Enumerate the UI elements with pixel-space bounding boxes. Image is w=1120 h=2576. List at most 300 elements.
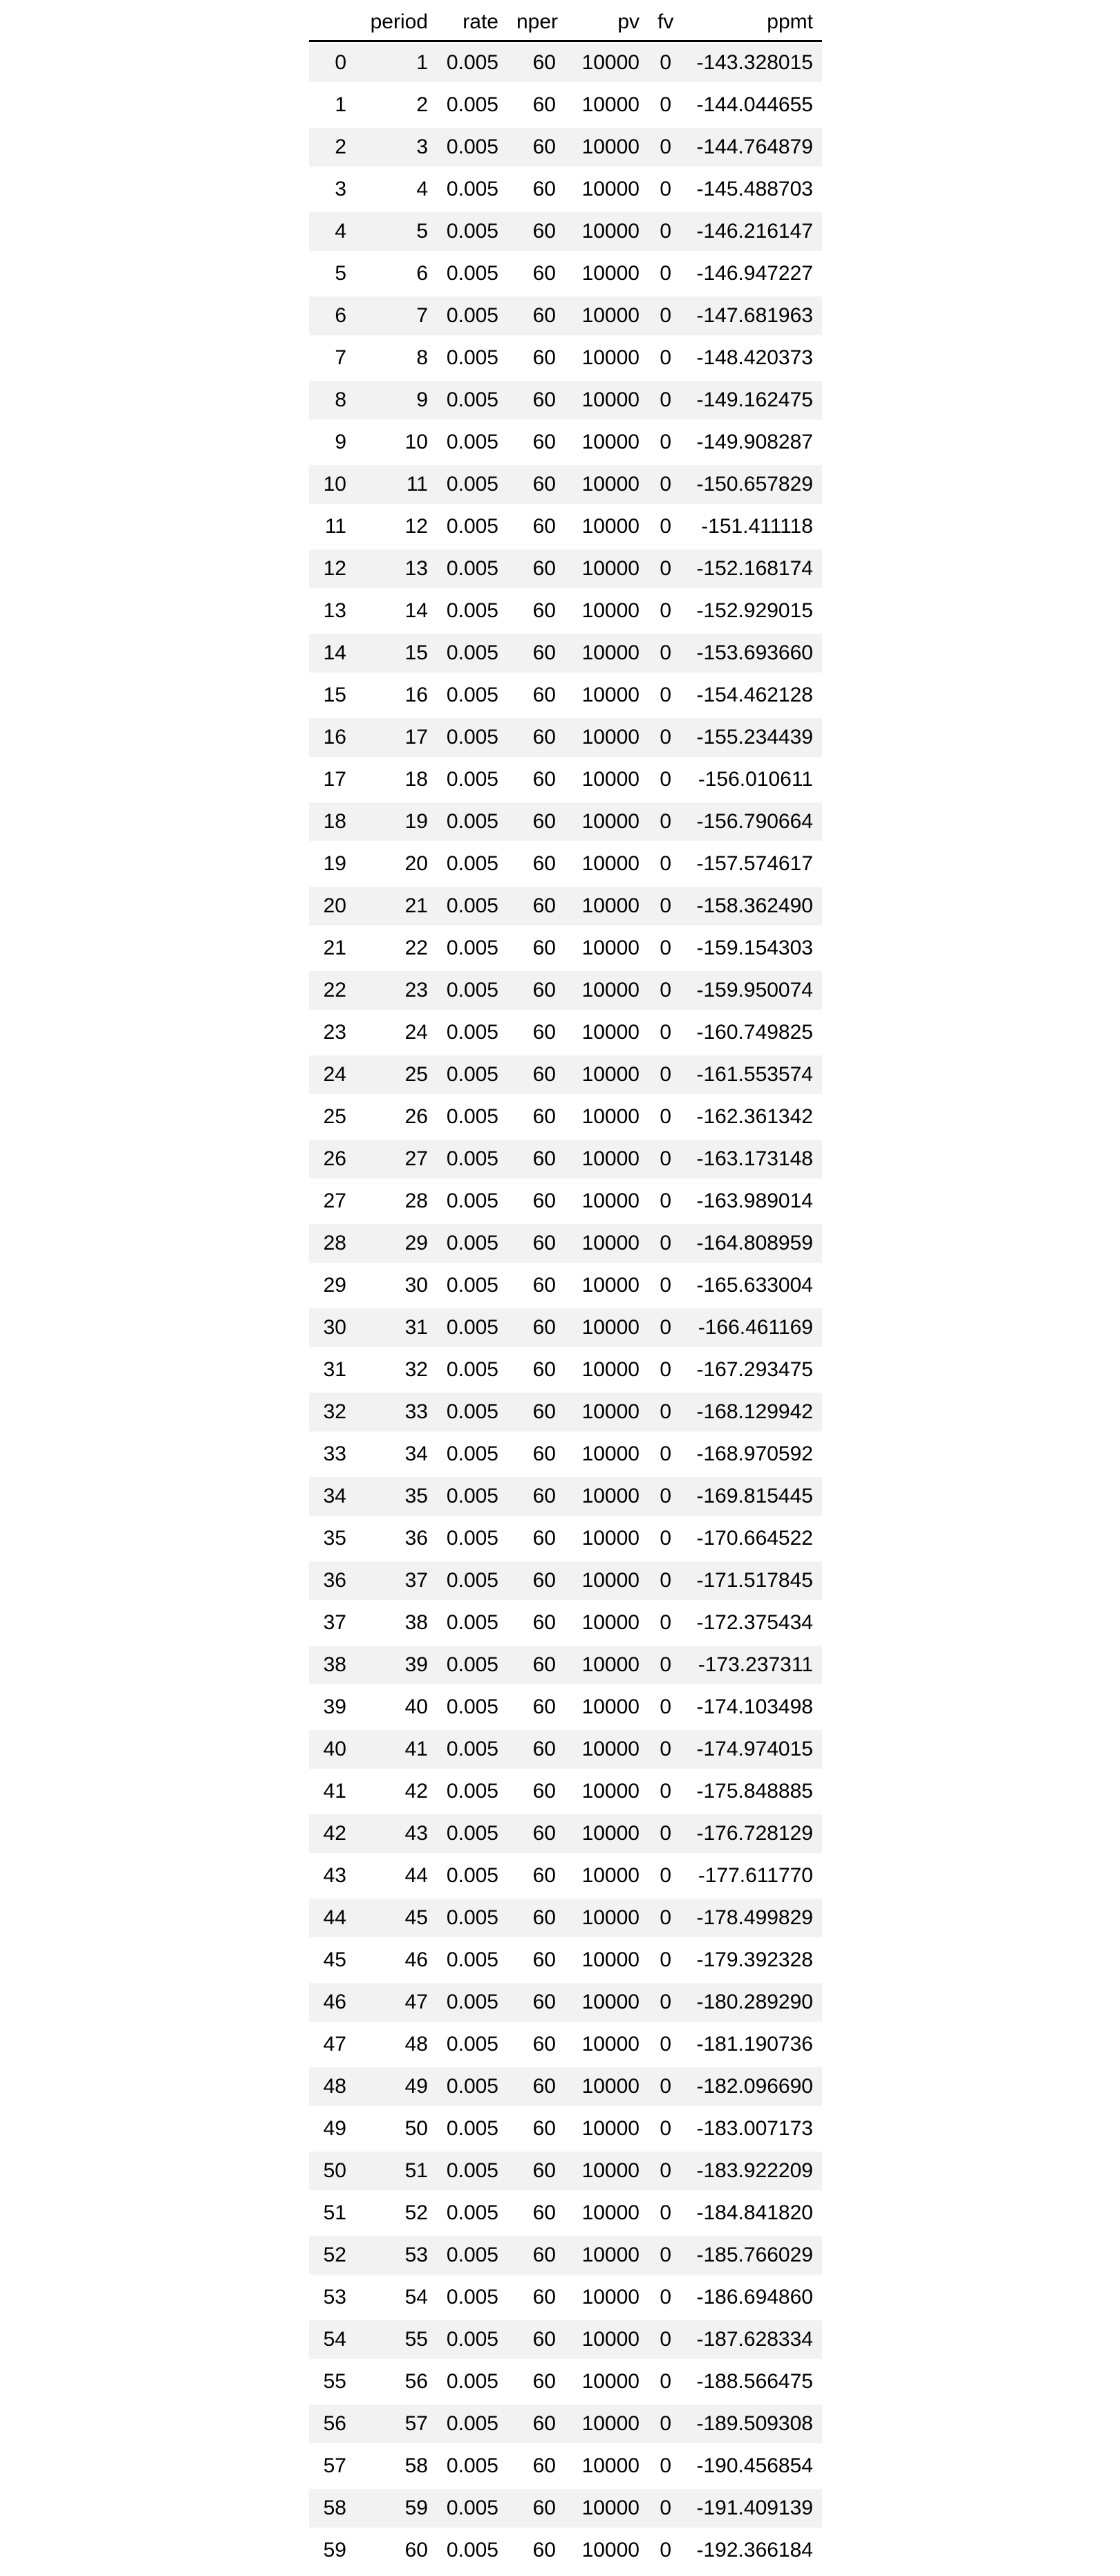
row-index-cell: 41 [309,1769,355,1811]
cell-period: 4 [355,167,437,209]
cell-period: 26 [355,1094,437,1136]
row-index-cell: 1 [309,82,355,124]
cell-nper: 60 [507,1178,565,1221]
cell-ppmt: -163.173148 [680,1136,822,1178]
cell-pv: 10000 [565,588,648,630]
cell-period: 46 [355,1937,437,1980]
cell-rate: 0.005 [437,1516,507,1558]
cell-fv: 0 [648,1600,680,1642]
row-index-cell: 31 [309,1347,355,1389]
row-index-cell: 2 [309,124,355,167]
cell-period: 18 [355,757,437,799]
cell-fv: 0 [648,2022,680,2064]
cell-ppmt: -173.237311 [680,1642,822,1684]
cell-period: 49 [355,2064,437,2106]
cell-fv: 0 [648,209,680,251]
cell-fv: 0 [648,968,680,1010]
table-row [309,2148,822,2190]
cell-pv: 10000 [565,2359,648,2401]
table-row [309,588,822,630]
cell-nper: 60 [507,883,565,925]
cell-period: 43 [355,1811,437,1853]
row-index-cell: 56 [309,2401,355,2443]
cell-rate: 0.005 [437,2064,507,2106]
cell-pv: 10000 [565,293,648,335]
column-header-ppmt: ppmt [680,1,822,42]
cell-period: 6 [355,251,437,293]
cell-pv: 10000 [565,1980,648,2022]
cell-fv: 0 [648,1558,680,1600]
cell-fv: 0 [648,2443,680,2485]
cell-period: 48 [355,2022,437,2064]
cell-rate: 0.005 [437,167,507,209]
cell-period: 22 [355,925,437,968]
cell-fv: 0 [648,2275,680,2317]
cell-rate: 0.005 [437,1136,507,1178]
cell-pv: 10000 [565,42,648,82]
cell-fv: 0 [648,335,680,377]
cell-fv: 0 [648,167,680,209]
cell-nper: 60 [507,2485,565,2528]
cell-pv: 10000 [565,1937,648,1980]
cell-rate: 0.005 [437,2022,507,2064]
cell-period: 40 [355,1684,437,1727]
cell-nper: 60 [507,1094,565,1136]
cell-rate: 0.005 [437,2485,507,2528]
table-row [309,2190,822,2232]
cell-period: 59 [355,2485,437,2528]
table-row [309,209,822,251]
cell-rate: 0.005 [437,1980,507,2022]
cell-ppmt: -148.420373 [680,335,822,377]
row-index-cell: 52 [309,2232,355,2275]
cell-rate: 0.005 [437,925,507,968]
table-row [309,2317,822,2359]
cell-period: 15 [355,630,437,673]
cell-pv: 10000 [565,1010,648,1052]
cell-fv: 0 [648,1684,680,1727]
cell-pv: 10000 [565,504,648,546]
cell-pv: 10000 [565,799,648,841]
cell-ppmt: -187.628334 [680,2317,822,2359]
cell-nper: 60 [507,251,565,293]
cell-nper: 60 [507,2443,565,2485]
cell-rate: 0.005 [437,757,507,799]
dataframe-table [309,1,822,2570]
cell-nper: 60 [507,462,565,504]
row-index-cell: 23 [309,1010,355,1052]
row-index-cell: 58 [309,2485,355,2528]
cell-period: 14 [355,588,437,630]
cell-rate: 0.005 [437,1474,507,1516]
table-row [309,504,822,546]
cell-fv: 0 [648,1980,680,2022]
cell-nper: 60 [507,293,565,335]
table-row [309,1094,822,1136]
row-index-cell: 11 [309,504,355,546]
cell-nper: 60 [507,673,565,715]
cell-nper: 60 [507,335,565,377]
cell-rate: 0.005 [437,124,507,167]
cell-period: 54 [355,2275,437,2317]
cell-rate: 0.005 [437,82,507,124]
cell-rate: 0.005 [437,1347,507,1389]
table-row [309,420,822,462]
cell-period: 11 [355,462,437,504]
cell-rate: 0.005 [437,673,507,715]
row-index-cell: 32 [309,1389,355,1431]
cell-nper: 60 [507,2317,565,2359]
cell-fv: 0 [648,1389,680,1431]
row-index-cell: 6 [309,293,355,335]
cell-pv: 10000 [565,968,648,1010]
table-row [309,1178,822,1221]
row-index-cell: 39 [309,1684,355,1727]
cell-fv: 0 [648,1052,680,1094]
cell-pv: 10000 [565,841,648,883]
cell-fv: 0 [648,124,680,167]
cell-nper: 60 [507,1558,565,1600]
table-row [309,1347,822,1389]
cell-ppmt: -185.766029 [680,2232,822,2275]
cell-period: 32 [355,1347,437,1389]
cell-pv: 10000 [565,2401,648,2443]
cell-ppmt: -176.728129 [680,1811,822,1853]
cell-fv: 0 [648,1347,680,1389]
cell-fv: 0 [648,1895,680,1937]
cell-period: 28 [355,1178,437,1221]
cell-period: 24 [355,1010,437,1052]
cell-period: 41 [355,1727,437,1769]
cell-ppmt: -170.664522 [680,1516,822,1558]
cell-nper: 60 [507,1052,565,1094]
table-row [309,1431,822,1474]
cell-nper: 60 [507,82,565,124]
cell-ppmt: -174.974015 [680,1727,822,1769]
table-row [309,1389,822,1431]
table-row [309,82,822,124]
cell-fv: 0 [648,1010,680,1052]
row-index-cell: 38 [309,1642,355,1684]
cell-pv: 10000 [565,1811,648,1853]
cell-nper: 60 [507,377,565,420]
cell-period: 37 [355,1558,437,1600]
cell-rate: 0.005 [437,715,507,757]
cell-period: 21 [355,883,437,925]
cell-ppmt: -159.154303 [680,925,822,968]
row-index-cell: 33 [309,1431,355,1474]
row-index-cell: 9 [309,420,355,462]
cell-nper: 60 [507,2106,565,2148]
column-header-rate: rate [437,1,507,42]
table-body [309,42,822,2570]
cell-ppmt: -153.693660 [680,630,822,673]
row-index-cell: 3 [309,167,355,209]
cell-ppmt: -143.328015 [680,42,822,82]
cell-rate: 0.005 [437,588,507,630]
table-row [309,335,822,377]
cell-pv: 10000 [565,925,648,968]
table-row [309,251,822,293]
cell-fv: 0 [648,1094,680,1136]
cell-rate: 0.005 [437,1811,507,1853]
cell-period: 16 [355,673,437,715]
dataframe-output [309,1,822,2570]
row-index-cell: 8 [309,377,355,420]
cell-pv: 10000 [565,546,648,588]
cell-fv: 0 [648,2064,680,2106]
row-index-cell: 22 [309,968,355,1010]
cell-nper: 60 [507,2064,565,2106]
cell-ppmt: -183.922209 [680,2148,822,2190]
table-row [309,167,822,209]
cell-fv: 0 [648,2106,680,2148]
table-row [309,2232,822,2275]
cell-period: 8 [355,335,437,377]
cell-ppmt: -167.293475 [680,1347,822,1389]
cell-pv: 10000 [565,420,648,462]
cell-rate: 0.005 [437,1600,507,1642]
cell-fv: 0 [648,1305,680,1347]
cell-pv: 10000 [565,335,648,377]
cell-nper: 60 [507,1811,565,1853]
table-row [309,462,822,504]
table-row [309,1558,822,1600]
row-index-cell: 16 [309,715,355,757]
table-row [309,2359,822,2401]
cell-period: 2 [355,82,437,124]
cell-nper: 60 [507,1389,565,1431]
cell-ppmt: -190.456854 [680,2443,822,2485]
cell-ppmt: -156.010611 [680,757,822,799]
cell-pv: 10000 [565,1895,648,1937]
cell-ppmt: -174.103498 [680,1684,822,1727]
cell-rate: 0.005 [437,2106,507,2148]
table-row [309,546,822,588]
cell-nper: 60 [507,2022,565,2064]
row-index-cell: 4 [309,209,355,251]
cell-rate: 0.005 [437,2359,507,2401]
cell-pv: 10000 [565,1305,648,1347]
cell-rate: 0.005 [437,1769,507,1811]
cell-nper: 60 [507,2275,565,2317]
cell-period: 39 [355,1642,437,1684]
cell-pv: 10000 [565,757,648,799]
cell-ppmt: -160.749825 [680,1010,822,1052]
cell-rate: 0.005 [437,1684,507,1727]
cell-nper: 60 [507,1221,565,1263]
cell-nper: 60 [507,1642,565,1684]
cell-nper: 60 [507,124,565,167]
column-header-period: period [355,1,437,42]
cell-nper: 60 [507,1937,565,1980]
table-row [309,2528,822,2570]
cell-fv: 0 [648,630,680,673]
cell-rate: 0.005 [437,1052,507,1094]
column-header-nper: nper [507,1,565,42]
cell-fv: 0 [648,925,680,968]
cell-pv: 10000 [565,1431,648,1474]
table-row [309,1136,822,1178]
cell-nper: 60 [507,1853,565,1895]
row-index-cell: 50 [309,2148,355,2190]
cell-period: 33 [355,1389,437,1431]
cell-fv: 0 [648,293,680,335]
cell-fv: 0 [648,2148,680,2190]
cell-ppmt: -152.168174 [680,546,822,588]
cell-period: 31 [355,1305,437,1347]
cell-rate: 0.005 [437,251,507,293]
cell-period: 5 [355,209,437,251]
cell-rate: 0.005 [437,462,507,504]
cell-pv: 10000 [565,1474,648,1516]
cell-ppmt: -168.970592 [680,1431,822,1474]
cell-pv: 10000 [565,2148,648,2190]
cell-fv: 0 [648,588,680,630]
cell-fv: 0 [648,883,680,925]
table-row [309,925,822,968]
cell-pv: 10000 [565,1136,648,1178]
row-index-cell: 21 [309,925,355,968]
table-row [309,1642,822,1684]
row-index-cell: 17 [309,757,355,799]
cell-rate: 0.005 [437,2401,507,2443]
table-row [309,883,822,925]
cell-fv: 0 [648,251,680,293]
cell-ppmt: -156.790664 [680,799,822,841]
cell-pv: 10000 [565,1094,648,1136]
table-row [309,1937,822,1980]
row-index-cell: 35 [309,1516,355,1558]
row-index-cell: 37 [309,1600,355,1642]
cell-period: 60 [355,2528,437,2570]
cell-nper: 60 [507,925,565,968]
table-row [309,377,822,420]
table-row [309,1305,822,1347]
row-index-cell: 57 [309,2443,355,2485]
row-index-cell: 20 [309,883,355,925]
cell-rate: 0.005 [437,2232,507,2275]
cell-fv: 0 [648,82,680,124]
cell-nper: 60 [507,1474,565,1516]
cell-fv: 0 [648,1516,680,1558]
cell-pv: 10000 [565,2275,648,2317]
cell-rate: 0.005 [437,968,507,1010]
cell-pv: 10000 [565,2022,648,2064]
cell-rate: 0.005 [437,1010,507,1052]
cell-pv: 10000 [565,1769,648,1811]
cell-pv: 10000 [565,1221,648,1263]
cell-period: 13 [355,546,437,588]
row-index-cell: 43 [309,1853,355,1895]
table-row [309,799,822,841]
cell-rate: 0.005 [437,1937,507,1980]
cell-pv: 10000 [565,2485,648,2528]
cell-pv: 10000 [565,209,648,251]
cell-rate: 0.005 [437,2528,507,2570]
cell-ppmt: -151.411118 [680,504,822,546]
cell-rate: 0.005 [437,799,507,841]
table-row [309,2275,822,2317]
cell-ppmt: -191.409139 [680,2485,822,2528]
table-row [309,1052,822,1094]
cell-rate: 0.005 [437,630,507,673]
cell-period: 20 [355,841,437,883]
cell-ppmt: -171.517845 [680,1558,822,1600]
cell-period: 38 [355,1600,437,1642]
cell-ppmt: -186.694860 [680,2275,822,2317]
cell-fv: 0 [648,715,680,757]
cell-nper: 60 [507,715,565,757]
cell-nper: 60 [507,1727,565,1769]
cell-fv: 0 [648,420,680,462]
cell-pv: 10000 [565,883,648,925]
row-index-cell: 36 [309,1558,355,1600]
cell-period: 29 [355,1221,437,1263]
cell-period: 44 [355,1853,437,1895]
cell-nper: 60 [507,1263,565,1305]
table-row [309,1853,822,1895]
table-row [309,2106,822,2148]
cell-rate: 0.005 [437,42,507,82]
cell-ppmt: -145.488703 [680,167,822,209]
row-index-cell: 14 [309,630,355,673]
cell-fv: 0 [648,799,680,841]
cell-ppmt: -172.375434 [680,1600,822,1642]
cell-pv: 10000 [565,2443,648,2485]
cell-fv: 0 [648,1937,680,1980]
cell-pv: 10000 [565,377,648,420]
cell-period: 12 [355,504,437,546]
cell-nper: 60 [507,420,565,462]
table-row [309,293,822,335]
cell-rate: 0.005 [437,883,507,925]
cell-pv: 10000 [565,1178,648,1221]
cell-nper: 60 [507,2232,565,2275]
cell-pv: 10000 [565,1347,648,1389]
cell-fv: 0 [648,42,680,82]
cell-fv: 0 [648,1221,680,1263]
table-row [309,2485,822,2528]
cell-pv: 10000 [565,2232,648,2275]
row-index-cell: 26 [309,1136,355,1178]
cell-ppmt: -175.848885 [680,1769,822,1811]
cell-fv: 0 [648,1178,680,1221]
cell-pv: 10000 [565,1052,648,1094]
cell-pv: 10000 [565,630,648,673]
table-row [309,42,822,82]
table-row [309,715,822,757]
cell-rate: 0.005 [437,1727,507,1769]
column-header-pv: pv [565,1,648,42]
cell-ppmt: -184.841820 [680,2190,822,2232]
table-row [309,1263,822,1305]
cell-ppmt: -182.096690 [680,2064,822,2106]
cell-pv: 10000 [565,462,648,504]
cell-rate: 0.005 [437,1853,507,1895]
row-index-cell: 19 [309,841,355,883]
row-index-cell: 46 [309,1980,355,2022]
cell-nper: 60 [507,2359,565,2401]
cell-pv: 10000 [565,82,648,124]
cell-pv: 10000 [565,1516,648,1558]
cell-fv: 0 [648,2359,680,2401]
table-row [309,124,822,167]
cell-period: 35 [355,1474,437,1516]
table-row [309,1684,822,1727]
table-row [309,1516,822,1558]
cell-period: 25 [355,1052,437,1094]
